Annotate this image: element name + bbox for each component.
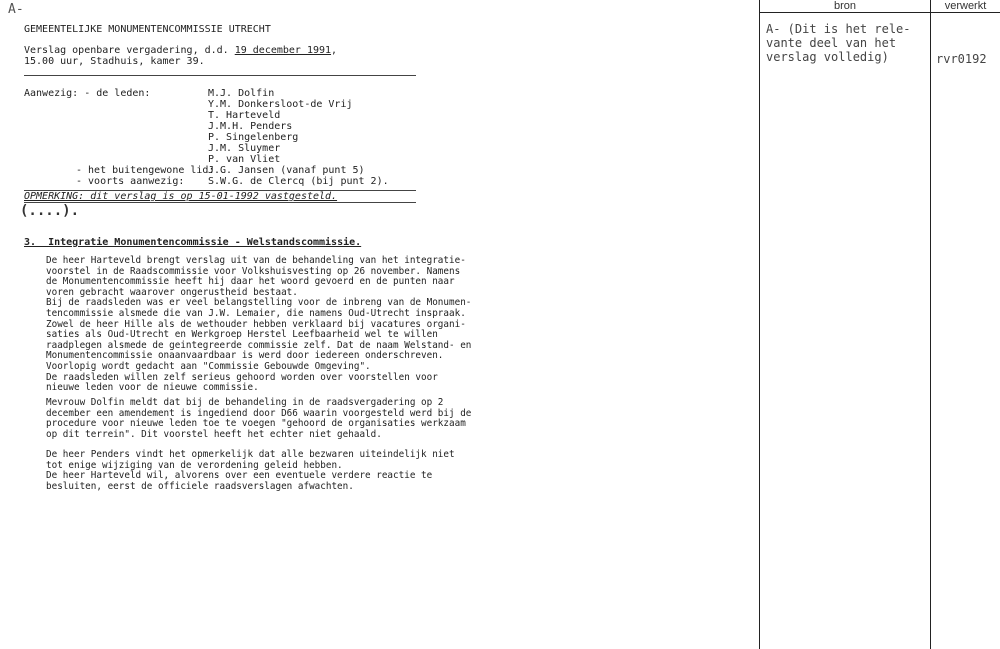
member-name: T. Harteveld (208, 110, 281, 121)
member-name: J.M.H. Penders (208, 121, 293, 132)
meeting-prefix: Verslag openbare vergadering, d.d. (24, 45, 235, 56)
meeting-line-2: 15.00 uur, Stadhuis, kamer 39. (24, 56, 205, 67)
bron-entry: A- (Dit is het rele- vante deel van het verslag volledig) (766, 22, 911, 64)
extra-member-value: J.G. Jansen (vanaf punt 5) (208, 165, 365, 176)
member-name: P. van Vliet (208, 154, 281, 165)
section-title: 3. Integratie Monumentencommissie - Welstandscommissie. (24, 237, 362, 248)
remark-text: OPMERKING: dit verslag is op 15-01-1992 vastgesteld. (24, 191, 338, 202)
member-list (208, 88, 353, 165)
meeting-date: 19 december 1991 (234, 45, 332, 56)
member-name: M.J. Dolfin (208, 88, 275, 99)
divider-remark-bottom (24, 202, 416, 203)
table-border-left (759, 0, 760, 649)
section-paragraph: Mevrouw Dolfin meldt dat bij de behandeling in de raadsvergadering op 2 december een amendement is ingediend door D66 waarin voorgesteld werd bij de procedure voor nieuwe leden toe te voegen "gehoord de organisaties werkzaam op dit terrein". Dit voorstel heeft het echter niet gehaald. (46, 397, 472, 440)
corner-mark: A- (8, 2, 24, 17)
extra-member-label: - het buitengewone lid: (76, 165, 215, 176)
member-name: J.M. Sluymer (208, 143, 281, 154)
table-header-rule (759, 12, 1000, 13)
member-name: Y.M. Donkersloot-de Vrij (208, 99, 353, 110)
ellipsis-mark: (....). (20, 203, 80, 219)
present-label: Aanwezig: - de leden: (24, 88, 151, 99)
divider-top (24, 75, 416, 76)
also-present-label: - voorts aanwezig: (76, 176, 185, 187)
meeting-line (24, 45, 337, 56)
section-paragraph: De heer Penders vindt het opmerkelijk dat alle bezwaren uiteindelijk niet tot enige wijziging van de verordening geleid hebben. De heer Harteveld wil, alvorens over een eventuele verdere reactie te besluiten, eerst de officiele raadsverslagen afwachten. (46, 449, 455, 492)
verwerkt-entry: rvr0192 (936, 52, 987, 66)
column-header-verwerkt: verwerkt (944, 0, 987, 12)
member-name: P. Singelenberg (208, 132, 299, 143)
also-present-value: S.W.G. de Clercq (bij punt 2). (208, 176, 389, 187)
meeting-suffix: , (331, 45, 338, 56)
organization-title: GEMEENTELIJKE MONUMENTENCOMMISSIE UTRECHT (24, 24, 271, 35)
section-paragraph: De heer Harteveld brengt verslag uit van de behandeling van het integratie- voorstel in de Raadscommissie voor Volkshuisvesting op 26 november. Namens de Monumentencommissie heeft hij daar het woord gevoerd en de punten naar voren gebracht waarover ongerustheid bestaat. Bij de raadsleden was er veel belangstelling voor de inbreng van de Monumen- tencommissie alsmede die van J.W. Lemaier, die namens Oud-Utrecht inspraak. Zowel de heer Hille als de wethouder hebben verklaard bij vacatures organi- saties als Oud-Utrecht en Werkgroep Herstel Leefbaarheid wel te willen raadplegen alsmede de geintegreerde commissie zelf. Dat de naam Welstand- en Monumentencommissie onaanvaardbaar is werd door iedereen onderschreven. Voorlopig wordt gedacht aan "Commissie Gebouwde Omgeving". De raadsleden willen zelf serieus gehoord worden over voorstellen voor nieuwe leden voor de nieuwe commissie. (46, 255, 472, 394)
column-header-bron: bron (833, 0, 857, 12)
table-column-divider (930, 0, 931, 649)
